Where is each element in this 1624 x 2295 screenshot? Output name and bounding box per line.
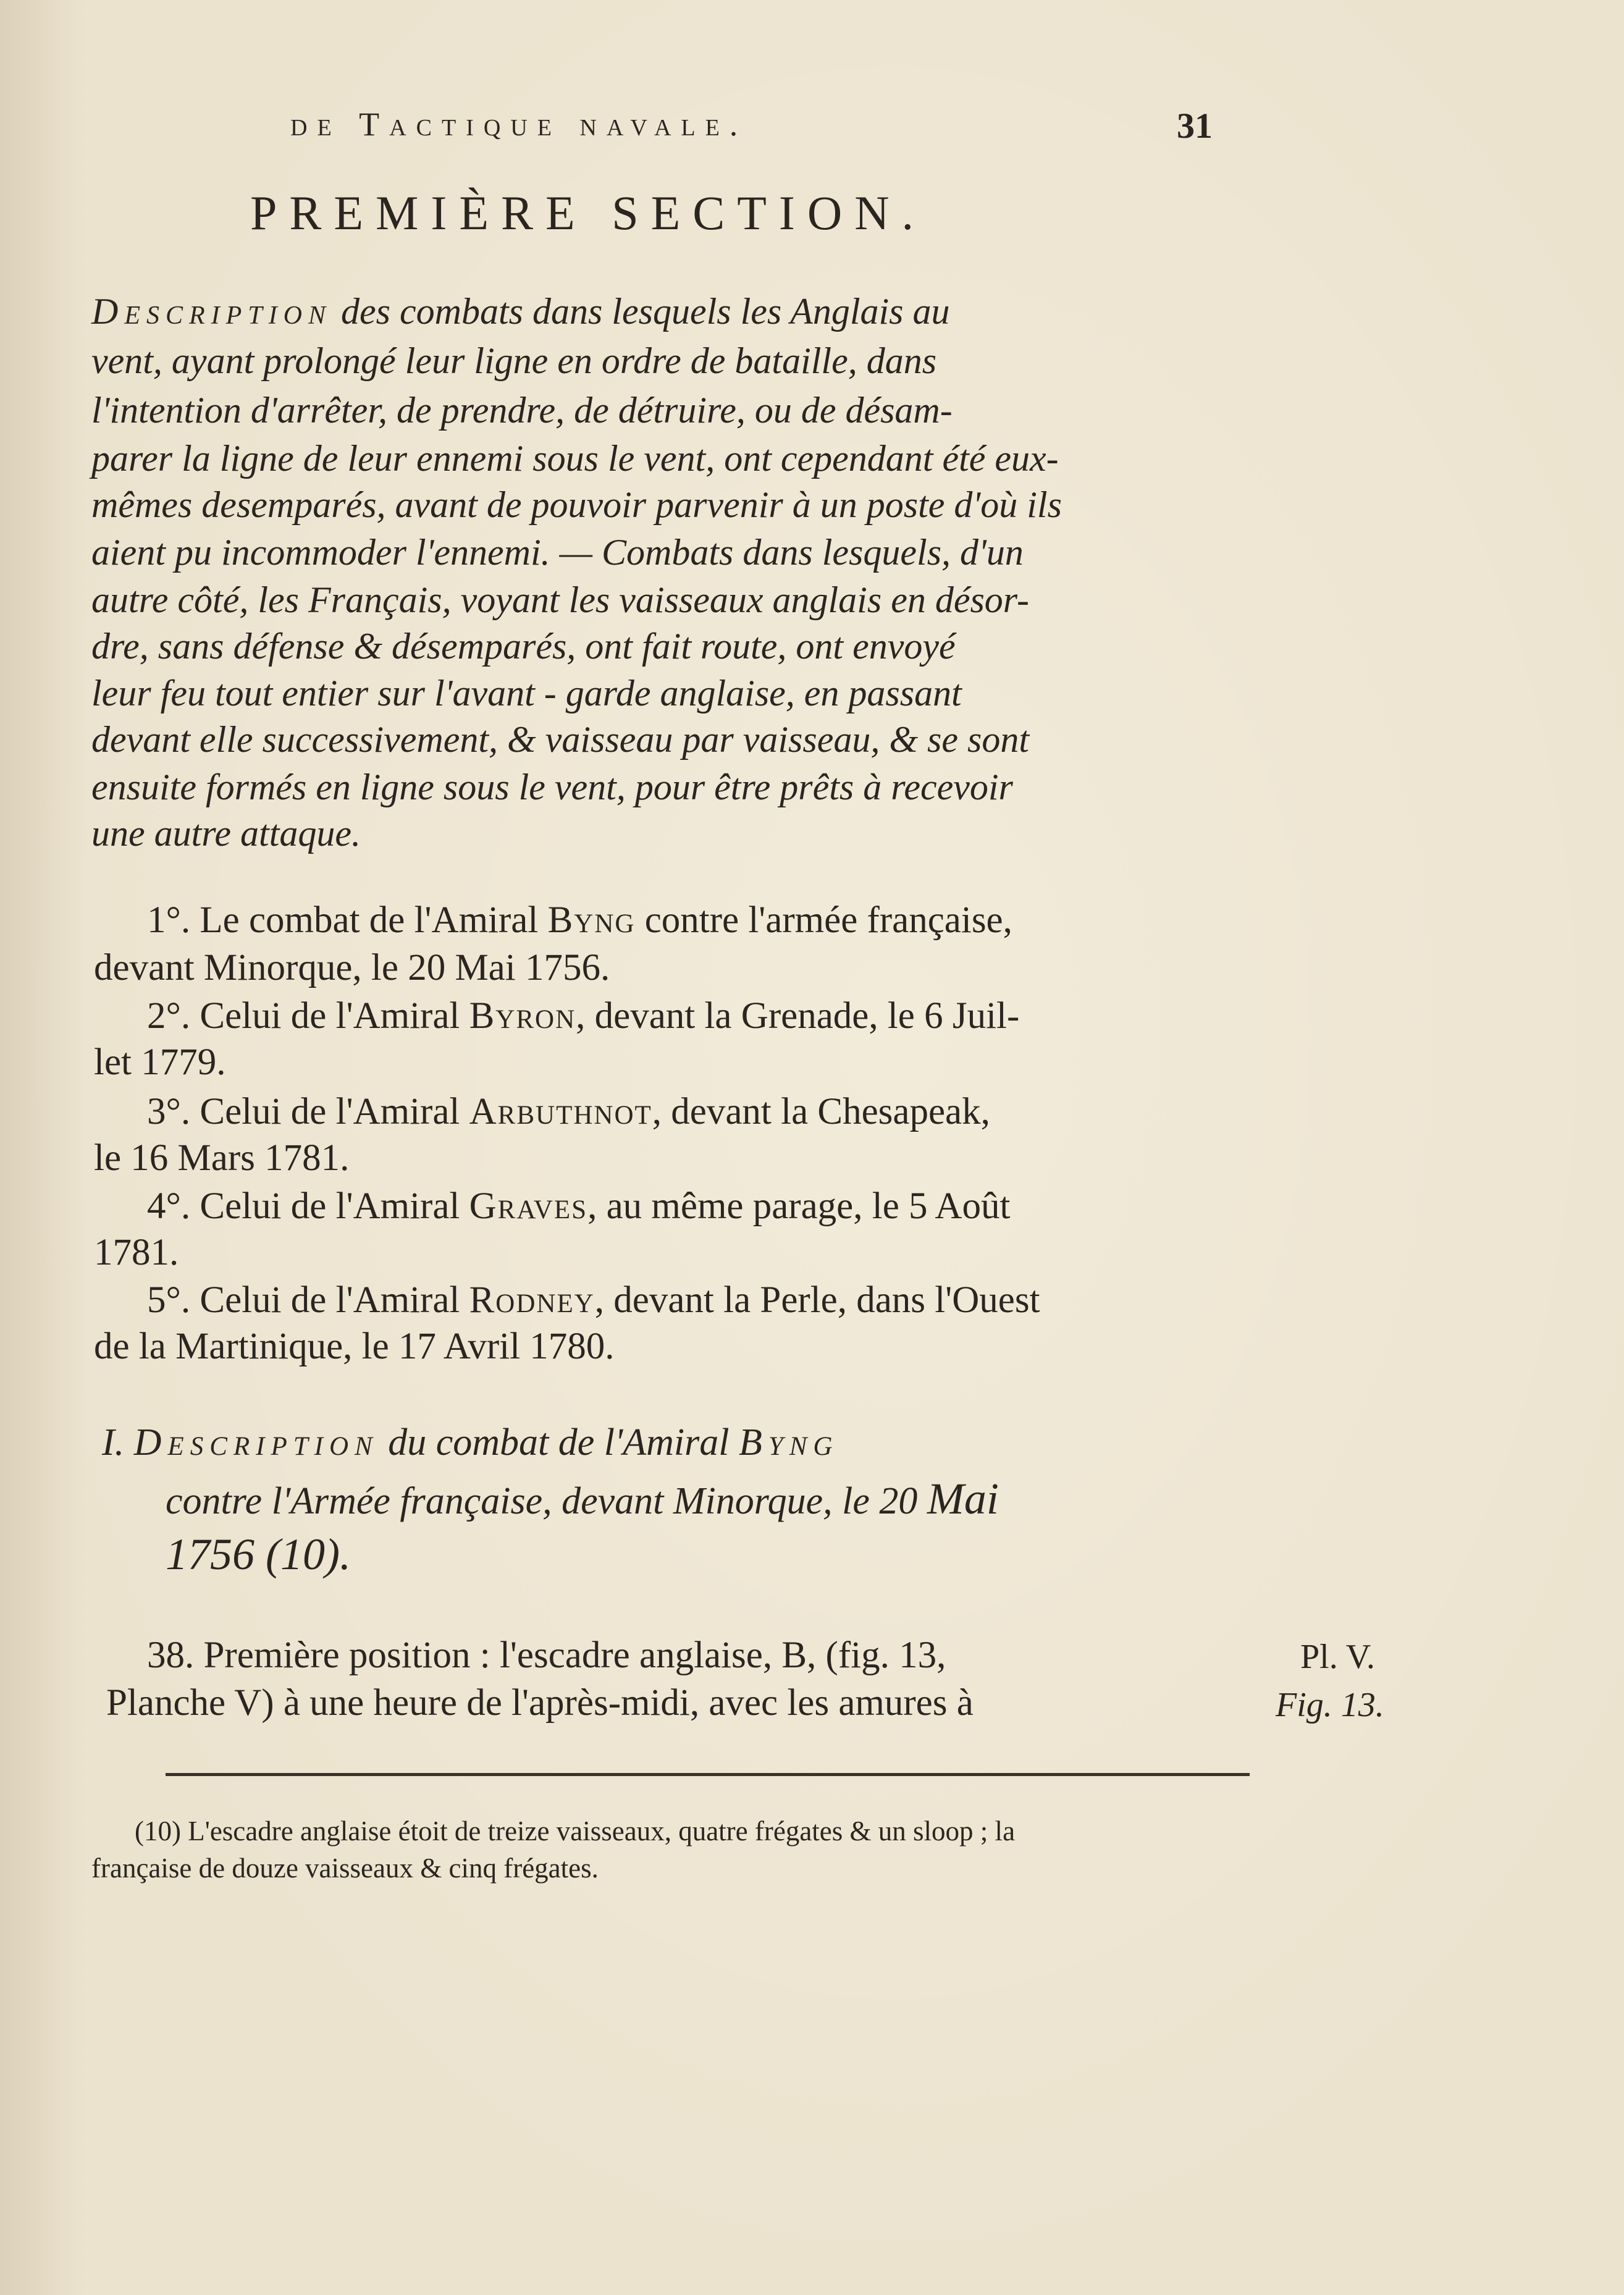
description-line: ensuite formés en ligne sous le vent, pour être prêts à recevoir xyxy=(91,767,1013,807)
paragraph-38-line: Planche V) à une heure de l'après-midi, avec les amures à xyxy=(106,1682,974,1724)
description-line: vent, ayant prolongé leur ligne en ordre de bataille, dans xyxy=(91,340,937,381)
description-line: aient pu incommoder l'ennemi. — Combats dans lesquels, d'un xyxy=(91,532,1024,573)
description-line: mêmes desemparés, avant de pouvoir parvenir à un poste d'où ils xyxy=(91,484,1062,525)
combat-item-line: 2°. Celui de l'Amiral Byron, devant la Grenade, le 6 Juil- xyxy=(147,995,1020,1037)
margin-note-figure: Fig. 13. xyxy=(1276,1686,1384,1724)
combat-item-line: 4°. Celui de l'Amiral Graves, au même parage, le 5 Août xyxy=(147,1185,1011,1227)
combat-item-line: devant Minorque, le 20 Mai 1756. xyxy=(94,947,610,988)
footnote-rule xyxy=(166,1773,1250,1776)
admiral-name: Arbuthnot xyxy=(469,1091,652,1132)
subsection-heading-line: contre l'Armée française, devant Minorque, le 20 Mai xyxy=(166,1474,999,1523)
description-line: dre, sans défense & désemparés, ont fait route, ont envoyé xyxy=(91,626,956,667)
description-line: une autre attaque. xyxy=(91,813,361,854)
section-title: PREMIÈRE SECTION. xyxy=(250,186,927,240)
subsection-numeral: I. xyxy=(102,1421,125,1463)
description-line: l'intention d'arrêter, de prendre, de détruire, ou de désam- xyxy=(91,390,953,431)
footnote-line: (10) L'escadre anglaise étoit de treize vaisseaux, quatre frégates & un sloop ; la xyxy=(135,1816,1016,1847)
combat-item-line: 5°. Celui de l'Amiral Rodney, devant la Perle, dans l'Ouest xyxy=(147,1279,1040,1321)
admiral-name: Byron xyxy=(469,995,576,1037)
description-line: autre côté, les Français, voyant les vaisseaux anglais en désor- xyxy=(91,579,1029,620)
paragraph-38-line: 38. Première position : l'escadre anglaise, B, (fig. 13, xyxy=(147,1635,946,1676)
description-line: leur feu tout entier sur l'avant - garde anglaise, en passant xyxy=(91,673,962,714)
combat-item-line: le 16 Mars 1781. xyxy=(94,1137,350,1179)
subsection-lead-word: Description xyxy=(133,1421,379,1463)
combat-item-line: de la Martinique, le 17 Avril 1780. xyxy=(94,1326,615,1367)
admiral-name: Rodney xyxy=(469,1279,595,1321)
page-number: 31 xyxy=(1177,106,1213,146)
description-lead-word: Description xyxy=(91,291,332,332)
description-line: parer la ligne de leur ennemi sous le vent, ont cependant été eux- xyxy=(91,438,1059,479)
combat-item-line: 1781. xyxy=(94,1232,179,1273)
description-line: Description des combats dans lesquels les Anglais au xyxy=(91,291,950,332)
combat-item-line: 1°. Le combat de l'Amiral Byng contre l'armée française, xyxy=(147,899,1012,941)
subsection-heading-line: I. Description du combat de l'Amiral Byng xyxy=(102,1421,839,1463)
subsection-heading-line: 1756 (10). xyxy=(166,1530,351,1579)
description-line: devant elle successivement, & vaisseau par vaisseau, & se sont xyxy=(91,719,1029,760)
running-title: de Tactique navale. xyxy=(290,106,748,143)
margin-note-plate: Pl. V. xyxy=(1300,1638,1375,1676)
admiral-name: Byng xyxy=(738,1421,839,1463)
combat-item-line: let 1779. xyxy=(94,1042,226,1083)
combat-item-line: 3°. Celui de l'Amiral Arbuthnot, devant la Chesapeak, xyxy=(147,1091,990,1132)
admiral-name: Byng xyxy=(547,899,636,941)
admiral-name: Graves xyxy=(469,1185,588,1227)
footnote-line: française de douze vaisseaux & cinq frégates. xyxy=(91,1853,599,1884)
